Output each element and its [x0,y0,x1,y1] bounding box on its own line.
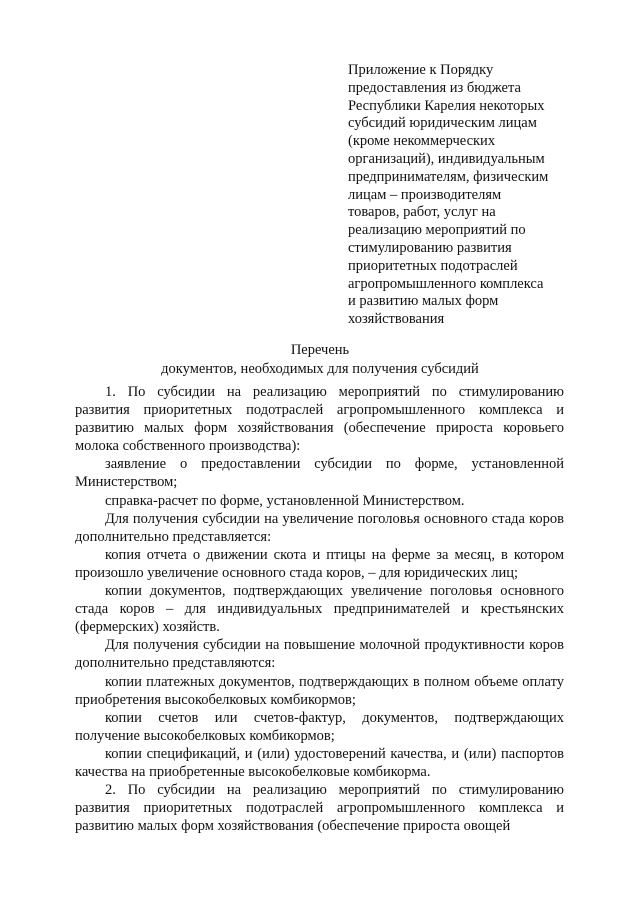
appendix-line: субсидий юридическим лицам [348,115,537,132]
paragraph-subheading: Для получения субсидии на увеличение поголовья основного стада коров дополнительно представляется: [75,510,564,545]
appendix-line: приоритетных подотраслей [348,257,518,274]
appendix-line: предоставления из бюджета [348,79,521,96]
appendix-line: хозяйствования [348,311,445,328]
paragraph-section-2: 2. По субсидии на реализацию мероприятий по стимулированию развития приоритетных подотраслей агропромышленного комплекса и развитию малых форм хозяйствования (обеспечение прироста овощей [75,782,564,835]
paragraph-item: справка-расчет по форме, установленной Министерством. [105,492,465,509]
appendix-line: и развитию малых форм [348,293,499,310]
appendix-line: товаров, работ, услуг на [348,204,496,221]
appendix-line: предпринимателям, физическим [348,168,549,185]
paragraph-section-1: 1. По субсидии на реализацию мероприятий по стимулированию развития приоритетных подотраслей агропромышленного комплекса и развитию малых форм хозяйствования (обеспечение прироста коровьего молока собственного производства): [75,384,564,455]
appendix-line: лицам – производителям [348,186,502,203]
appendix-reference-block [348,62,583,329]
appendix-line: агропромышленного комплекса [348,275,544,292]
paragraph-item: копии документов, подтверждающих увеличение поголовья основного стада коров – для индивидуальных предпринимателей и крестьянских (фермерских) хозяйств. [75,583,564,636]
appendix-line: стимулированию развития [348,239,512,256]
appendix-line: организаций), индивидуальным [348,150,545,167]
appendix-line: Республики Карелия некоторых [348,97,545,114]
paragraph-item: копии спецификаций, и (или) удостоверений качества, и (или) паспортов качества на приобретенные высокобелковые комбикорма. [75,745,564,780]
appendix-line: реализацию мероприятий по [348,222,526,239]
paragraph-subheading: Для получения субсидии на повышение молочной продуктивности коров дополнительно представляются: [75,637,564,672]
document-title: Перечень [290,342,350,358]
appendix-line: Приложение к Порядку [348,62,494,78]
paragraph-item: заявление о предоставлении субсидии по форме, установленной Министерством; [75,456,564,491]
paragraph-item: копия отчета о движении скота и птицы на ферме за месяц, в котором произошло увеличение основного стада коров, – для юридических лиц; [75,546,564,581]
appendix-line: (кроме некоммерческих [348,133,496,150]
paragraph-item: копии платежных документов, подтверждающих в полном объеме оплату приобретения высокобелковых комбикормов; [75,673,564,708]
document-subtitle: документов, необходимых для получения субсидий [161,361,479,377]
paragraph-item: копии счетов или счетов-фактур, документов, подтверждающих получение высокобелковых комбикормов; [75,709,564,744]
document-body [75,383,564,835]
